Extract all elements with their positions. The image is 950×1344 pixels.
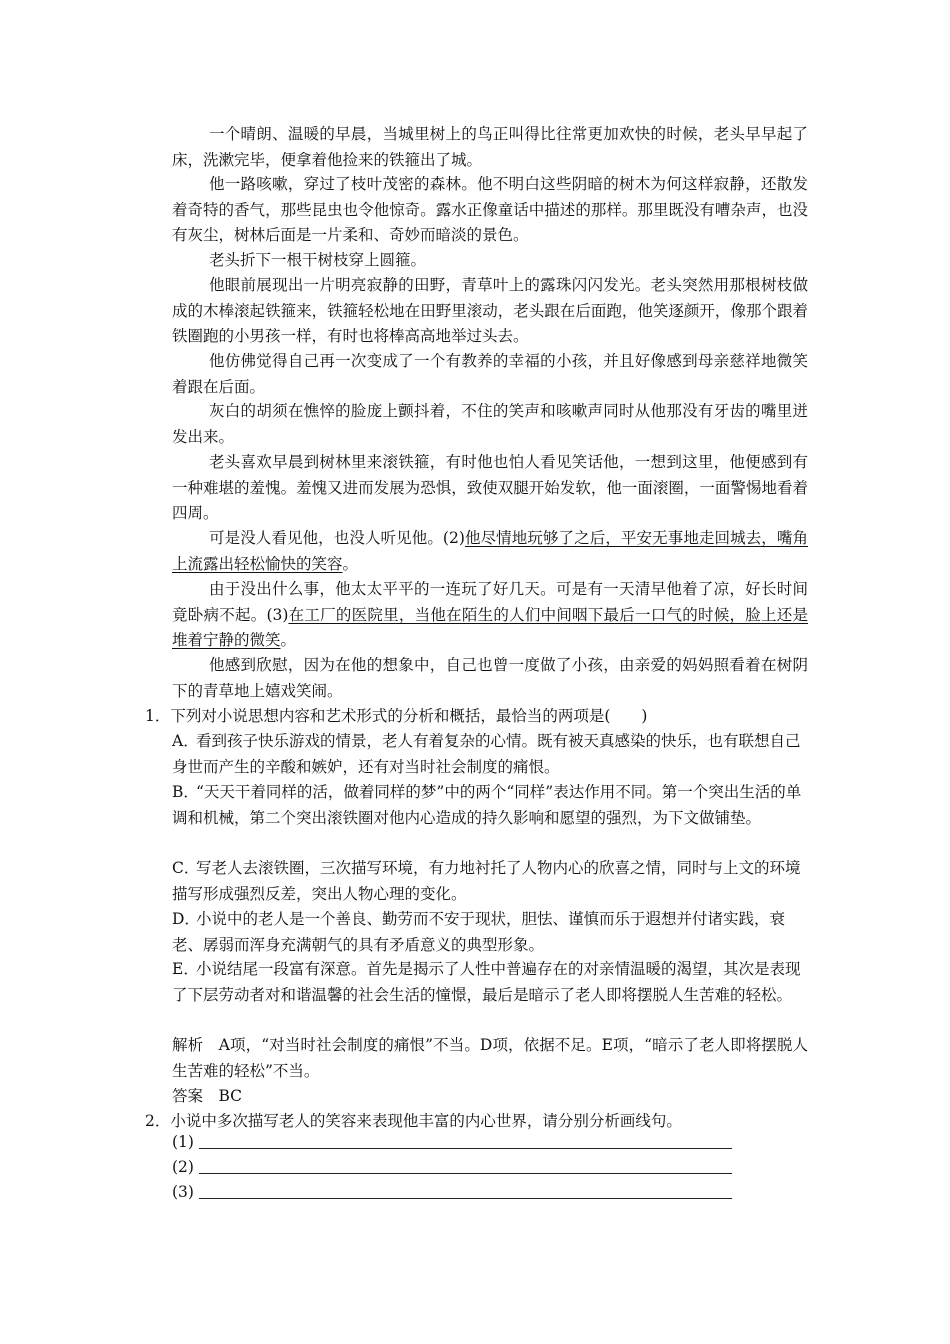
blank-line: [199, 1198, 732, 1199]
answer-blank-1[interactable]: [172, 1130, 732, 1155]
question-1-analysis: 解析 A项，“对当时社会制度的痛恨”不当。D项，依据不足。E项，“暗示了老人即将摆脱人生苦难的轻松”不当。: [172, 1036, 808, 1080]
passage-paragraph: [172, 248, 808, 274]
passage-paragraph: [172, 653, 808, 704]
question-1-answer: 答案 BC: [172, 1087, 243, 1105]
paragraph-text: 可是没人看见他，也没人听见他。(2): [209, 529, 465, 547]
option-label: E．: [172, 960, 199, 978]
blank-line: [199, 1148, 732, 1149]
paragraph-text: 他一路咳嗽，穿过了枝叶茂密的森林。他不明白这些阴暗的树木为何这样寂静，还散发着奇特的香气，那些昆虫也令他惊奇。露水正像童话中描述的那样。那里既没有嘈杂声，也没有灰尘，树林后面是一片柔和、奇妙而暗淡的景色。: [172, 175, 808, 244]
paragraph-text: 灰白的胡须在憔悴的脸庞上颤抖着，不住的笑声和咳嗽声同时从他那没有牙齿的嘴里迸发出来。: [172, 402, 808, 446]
paragraph-text: 他眼前展现出一片明亮寂静的田野，青草叶上的露珠闪闪发光。老头突然用那根树枝做成的木棒滚起铁箍来，铁箍轻松地在田野里滚动，老头跟在后面跑，他笑逐颜开，像那个跟着铁圈跑的小男孩一样，有时也将棒高高地举过头去。: [172, 276, 808, 345]
option-label: A．: [172, 732, 199, 750]
passage-paragraph: [172, 349, 808, 400]
paragraph-text: 一个晴朗、温暖的早晨，当城里树上的鸟正叫得比往常更加欢快的时候，老头早早起了床，洗漱完毕，便拿着他捡来的铁箍出了城。: [172, 125, 808, 169]
passage-paragraph: [172, 450, 808, 527]
option-text: 小说结尾一段富有深意。首先是揭示了人性中普遍存在的对亲情温暖的渴望，其次是表现了下层劳动者对和谐温馨的社会生活的憧憬，最后是暗示了老人即将摆脱人生苦难的轻松。: [172, 960, 801, 1004]
paragraph-text: 他仿佛觉得自己再一次变成了一个有教养的幸福的小孩，并且好像感到母亲慈祥地微笑着跟在后面。: [172, 352, 808, 396]
answer-blank-3[interactable]: [172, 1180, 732, 1205]
underlined-sentence-2: 他尽情地玩够了之后，平安无事地走回城去，嘴角上流露出轻松愉快的笑容: [172, 529, 808, 573]
passage-paragraph: [172, 172, 808, 249]
blank-label: (3): [172, 1183, 194, 1201]
paragraph-text: 。: [342, 554, 359, 573]
question-1-stem: 1．下列对小说思想内容和艺术形式的分析和概括，最恰当的两项是( ): [145, 707, 648, 725]
paragraph-text: 老头折下一根干树枝穿上圆箍。: [209, 251, 427, 269]
passage-paragraph-underlined-3: [172, 577, 808, 654]
option-label: C．: [172, 859, 200, 877]
option-a: [172, 729, 812, 780]
paragraph-text: 老头喜欢早晨到树林里来滚铁箍，有时他也怕人看见笑话他，一想到这里，他便感到有一种难堪的羞愧。羞愧又进而发展为恐惧，致使双腿开始发软，他一面滚圈，一面警惕地看着四周。: [172, 453, 808, 522]
passage-paragraph: [172, 273, 808, 350]
option-c: [172, 856, 812, 907]
option-text: 看到孩子快乐游戏的情景，老人有着复杂的心情。既有被天真感染的快乐，也有联想自己身世而产生的辛酸和嫉妒，还有对当时社会制度的痛恨。: [172, 732, 801, 776]
passage-paragraph: [172, 399, 808, 450]
question-2-stem: 2．小说中多次描写老人的笑容来表现他丰富的内心世界，请分别分析画线句。: [145, 1112, 682, 1130]
paragraph-text: 由于没出什么事，他太太平平的一连玩了好几天。可是有一天清早他着了凉，好长时间竟卧病不起。(3): [172, 580, 808, 624]
underlined-sentence-3: 在工厂的医院里，当他在陌生的人们中间咽下最后一口气的时候，脸上还是堆着宁静的微笑: [172, 605, 808, 649]
option-text: “天天干着同样的活，做着同样的梦”中的两个“同样”表达作用不同。第一个突出生活的单调和机械，第二个突出滚铁圈对他内心造成的持久影响和愿望的强烈，为下文做铺垫。: [172, 783, 802, 827]
option-d: [172, 907, 812, 958]
passage-paragraph-underlined-2: [172, 526, 808, 577]
answer-blank-2[interactable]: [172, 1155, 732, 1180]
option-label: B．: [172, 783, 199, 801]
passage-paragraph: [172, 122, 808, 173]
blank-label: (1): [172, 1133, 194, 1151]
option-b: [172, 780, 812, 831]
blank-label: (2): [172, 1158, 194, 1176]
paragraph-text: 。: [280, 631, 297, 649]
option-text: 写老人去滚铁圈，三次描写环境，有力地衬托了人物内心的欣喜之情，同时与上文的环境描写形成强烈反差，突出人物心理的变化。: [172, 859, 801, 903]
option-text: 小说中的老人是一个善良、勤劳而不安于现状，胆怯、谨慎而乐于遐想并付诸实践，衰老、孱弱而浑身充满朝气的具有矛盾意义的典型形象。: [172, 910, 786, 954]
option-label: D．: [172, 910, 200, 928]
blank-line: [199, 1173, 732, 1174]
option-e: [172, 957, 812, 1008]
paragraph-text: 他感到欣慰，因为在他的想象中，自己也曾一度做了小孩，由亲爱的妈妈照看着在树阴下的青草地上嬉戏笑闹。: [172, 656, 808, 700]
